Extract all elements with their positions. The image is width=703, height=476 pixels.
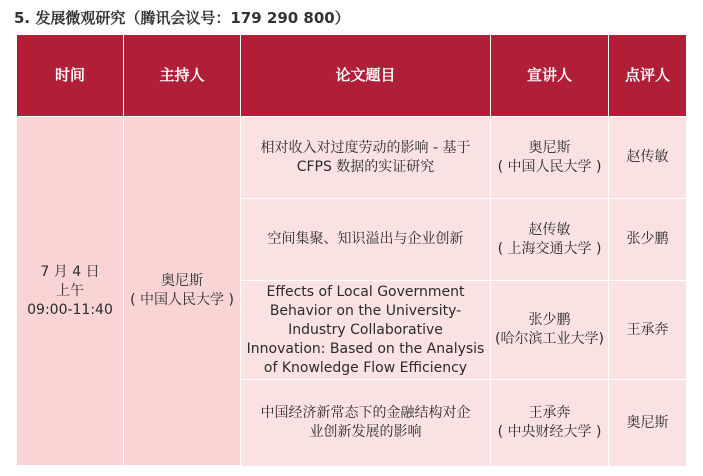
table-row-2-speaker: [491, 199, 609, 281]
paper-title-line: Industry Collaborative: [288, 321, 443, 338]
table-row-1-discussant: 赵传敏: [609, 117, 686, 199]
host-name: 奥尼斯: [160, 273, 203, 289]
schedule-table: [17, 35, 686, 466]
paper-title-line: 中国经济新常态下的金融结构对企: [260, 405, 471, 421]
table-row-3-discussant: 王承奔: [609, 281, 686, 380]
table-row-2-discussant: 张少鹏: [609, 199, 686, 281]
table-row-4-discussant: 奥尼斯: [609, 380, 686, 466]
header-paper: 论文题目: [241, 35, 491, 117]
host-affiliation: ( 中国人民大学 ): [130, 292, 234, 308]
table-row-3-paper: [241, 281, 491, 380]
speaker-name: 王承奔: [528, 405, 571, 421]
section-title: 5. 发展微观研究（腾讯会议号：179 290 800）: [14, 9, 350, 27]
paper-title-line: Behavior on the University-: [269, 302, 462, 319]
paper-title-line: 业创新发展的影响: [309, 424, 422, 440]
speaker-name: 奥尼斯: [528, 139, 571, 156]
paper-title-line: CFPS 数据的实证研究: [296, 158, 435, 175]
session-hours: 09:00-11:40: [27, 301, 113, 318]
paper-title-line: 相对收入对过度劳动的影响 - 基于: [260, 139, 471, 156]
speaker-affiliation: ( 上海交通大学 ): [497, 240, 602, 257]
speaker-name: 张少鹏: [528, 312, 571, 328]
paper-title-line: of Knowledge Flow Efficiency: [263, 359, 468, 376]
table-row-4-paper: [241, 380, 491, 466]
table-row-2-paper: 空间集聚、知识溢出与企业创新: [241, 199, 491, 281]
speaker-affiliation: ( 中国人民大学 ): [497, 158, 602, 175]
header-time: 时间: [17, 35, 124, 117]
session-date: 7 月 4 日: [40, 263, 100, 280]
header-discussant: 点评人: [609, 35, 686, 117]
session-period: 上午: [56, 282, 84, 299]
header-host: 主持人: [124, 35, 241, 117]
speaker-name: 赵传敏: [528, 221, 571, 238]
table-row-3-speaker: [491, 281, 609, 380]
speaker-affiliation: ( 中央财经大学 ): [497, 424, 602, 440]
header-speaker: 宣讲人: [491, 35, 609, 117]
table-row-1-speaker: [491, 117, 609, 199]
table-row-1-paper: [241, 117, 491, 199]
speaker-affiliation: (哈尔滨工业大学): [495, 331, 604, 347]
session-time-cell: [17, 117, 124, 466]
paper-title-line: Effects of Local Government: [266, 283, 465, 300]
table-row-4-speaker: [491, 380, 609, 466]
paper-title-line: Innovation: Based on the Analysis: [246, 340, 485, 357]
session-host-cell: [124, 117, 241, 466]
